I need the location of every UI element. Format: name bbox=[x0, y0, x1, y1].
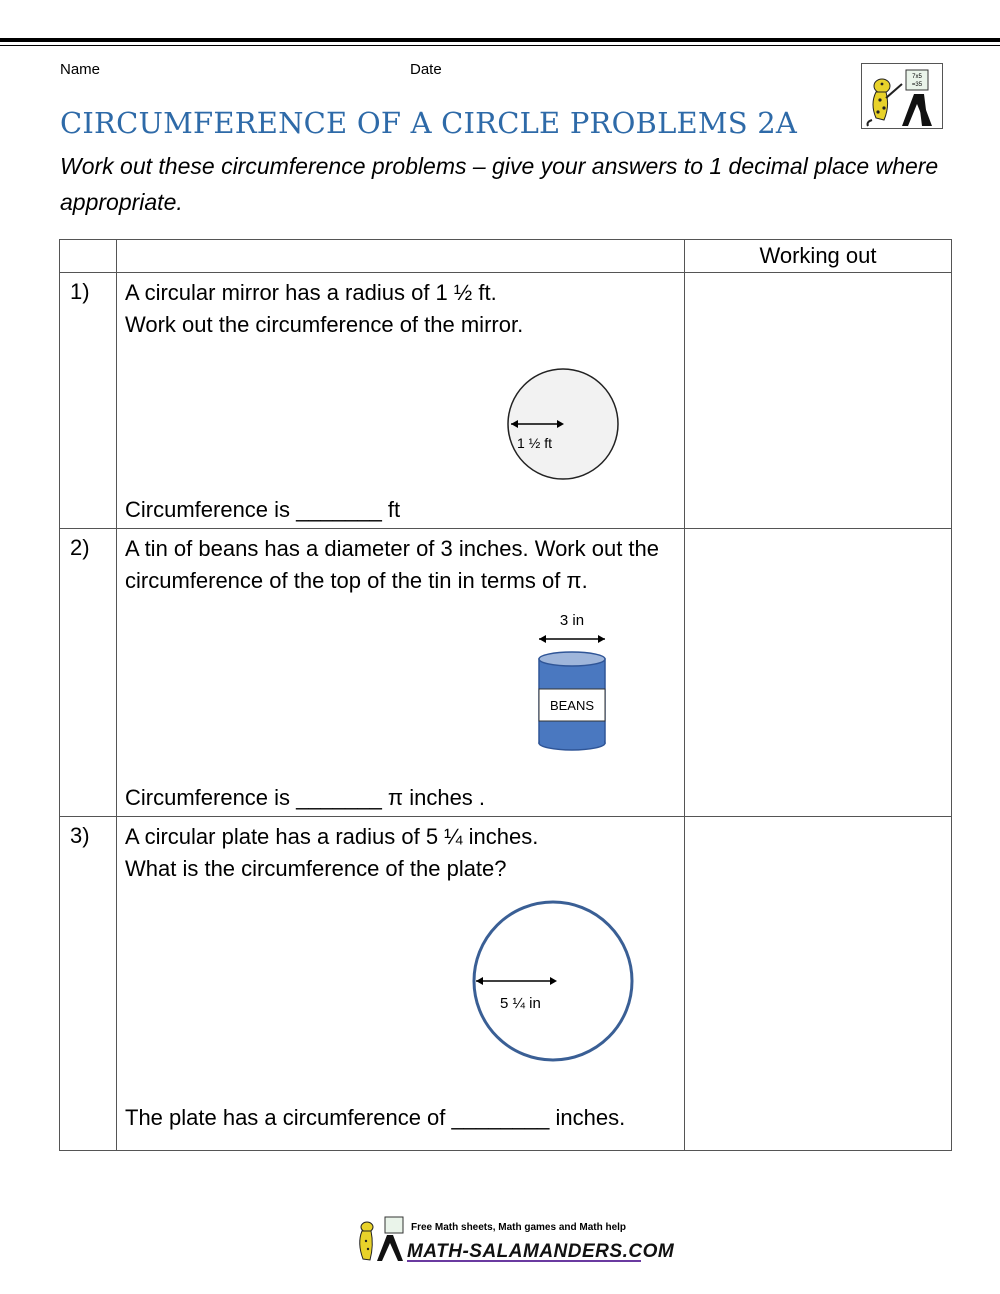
working-out-cell[interactable] bbox=[685, 817, 952, 1151]
top-rule-thin bbox=[0, 45, 1000, 46]
working-out-cell[interactable] bbox=[685, 273, 952, 529]
top-rule-thick bbox=[0, 38, 1000, 42]
question-line: What is the circumference of the plate? bbox=[125, 856, 507, 881]
question-text bbox=[125, 821, 676, 885]
question-number: 3) bbox=[60, 817, 117, 1151]
instructions: Work out these circumference problems – give your answers to 1 decimal place where appropriate. bbox=[60, 153, 939, 215]
question-number: 1) bbox=[60, 273, 117, 529]
page-title: CIRCUMFERENCE OF A CIRCLE PROBLEMS 2A bbox=[60, 106, 798, 140]
footer-tagline: Free Math sheets, Math games and Math help bbox=[411, 1222, 627, 1233]
footer-site: MATH-SALAMANDERS.COM bbox=[407, 1241, 675, 1262]
plate-circle-figure bbox=[470, 903, 636, 1069]
answer-line: The plate has a circumference of ________ inches. bbox=[125, 1105, 626, 1130]
question-text: A tin of beans has a diameter of 3 inches. Work out the circumference of the top of the tin in terms of π. bbox=[125, 536, 660, 593]
date-label: Date bbox=[410, 61, 442, 78]
math-salamanders-footer-logo bbox=[355, 1215, 675, 1265]
tin-diameter-label: 3 in bbox=[559, 612, 585, 629]
question-cell bbox=[117, 273, 685, 529]
table-row bbox=[60, 529, 952, 817]
bean-tin-figure bbox=[531, 607, 613, 757]
working-out-header: Working out bbox=[685, 240, 952, 273]
question-line: A circular plate has a radius of 5 ¼ inches. bbox=[125, 824, 539, 849]
worksheet-table bbox=[59, 239, 952, 1151]
header-cell-blank bbox=[117, 240, 685, 273]
name-label: Name bbox=[60, 61, 101, 78]
beans-label: BEANS bbox=[549, 698, 595, 713]
question-number: 2) bbox=[60, 529, 117, 817]
question-cell bbox=[117, 529, 685, 817]
logo-text: 7x5 bbox=[912, 74, 922, 80]
answer-line: Circumference is _______ π inches . bbox=[125, 785, 486, 810]
svg-text:=35: =35 bbox=[911, 82, 923, 88]
question-line: A circular mirror has a radius of 1 ½ ft. bbox=[125, 280, 497, 305]
header-cell-blank bbox=[60, 240, 117, 273]
table-header-row bbox=[60, 240, 952, 273]
salamander-math-logo-icon bbox=[861, 63, 943, 129]
table-row bbox=[60, 273, 952, 529]
table-row bbox=[60, 817, 952, 1151]
mirror-circle-figure bbox=[503, 364, 623, 484]
question-text bbox=[125, 277, 676, 341]
mirror-radius-label: 1 ½ ft bbox=[517, 435, 553, 451]
plate-radius-label: 5 ¼ in bbox=[500, 995, 541, 1012]
question-cell bbox=[117, 817, 685, 1151]
answer-line: Circumference is _______ ft bbox=[125, 497, 401, 522]
working-out-cell[interactable] bbox=[685, 529, 952, 817]
question-line: Work out the circumference of the mirror. bbox=[125, 312, 524, 337]
